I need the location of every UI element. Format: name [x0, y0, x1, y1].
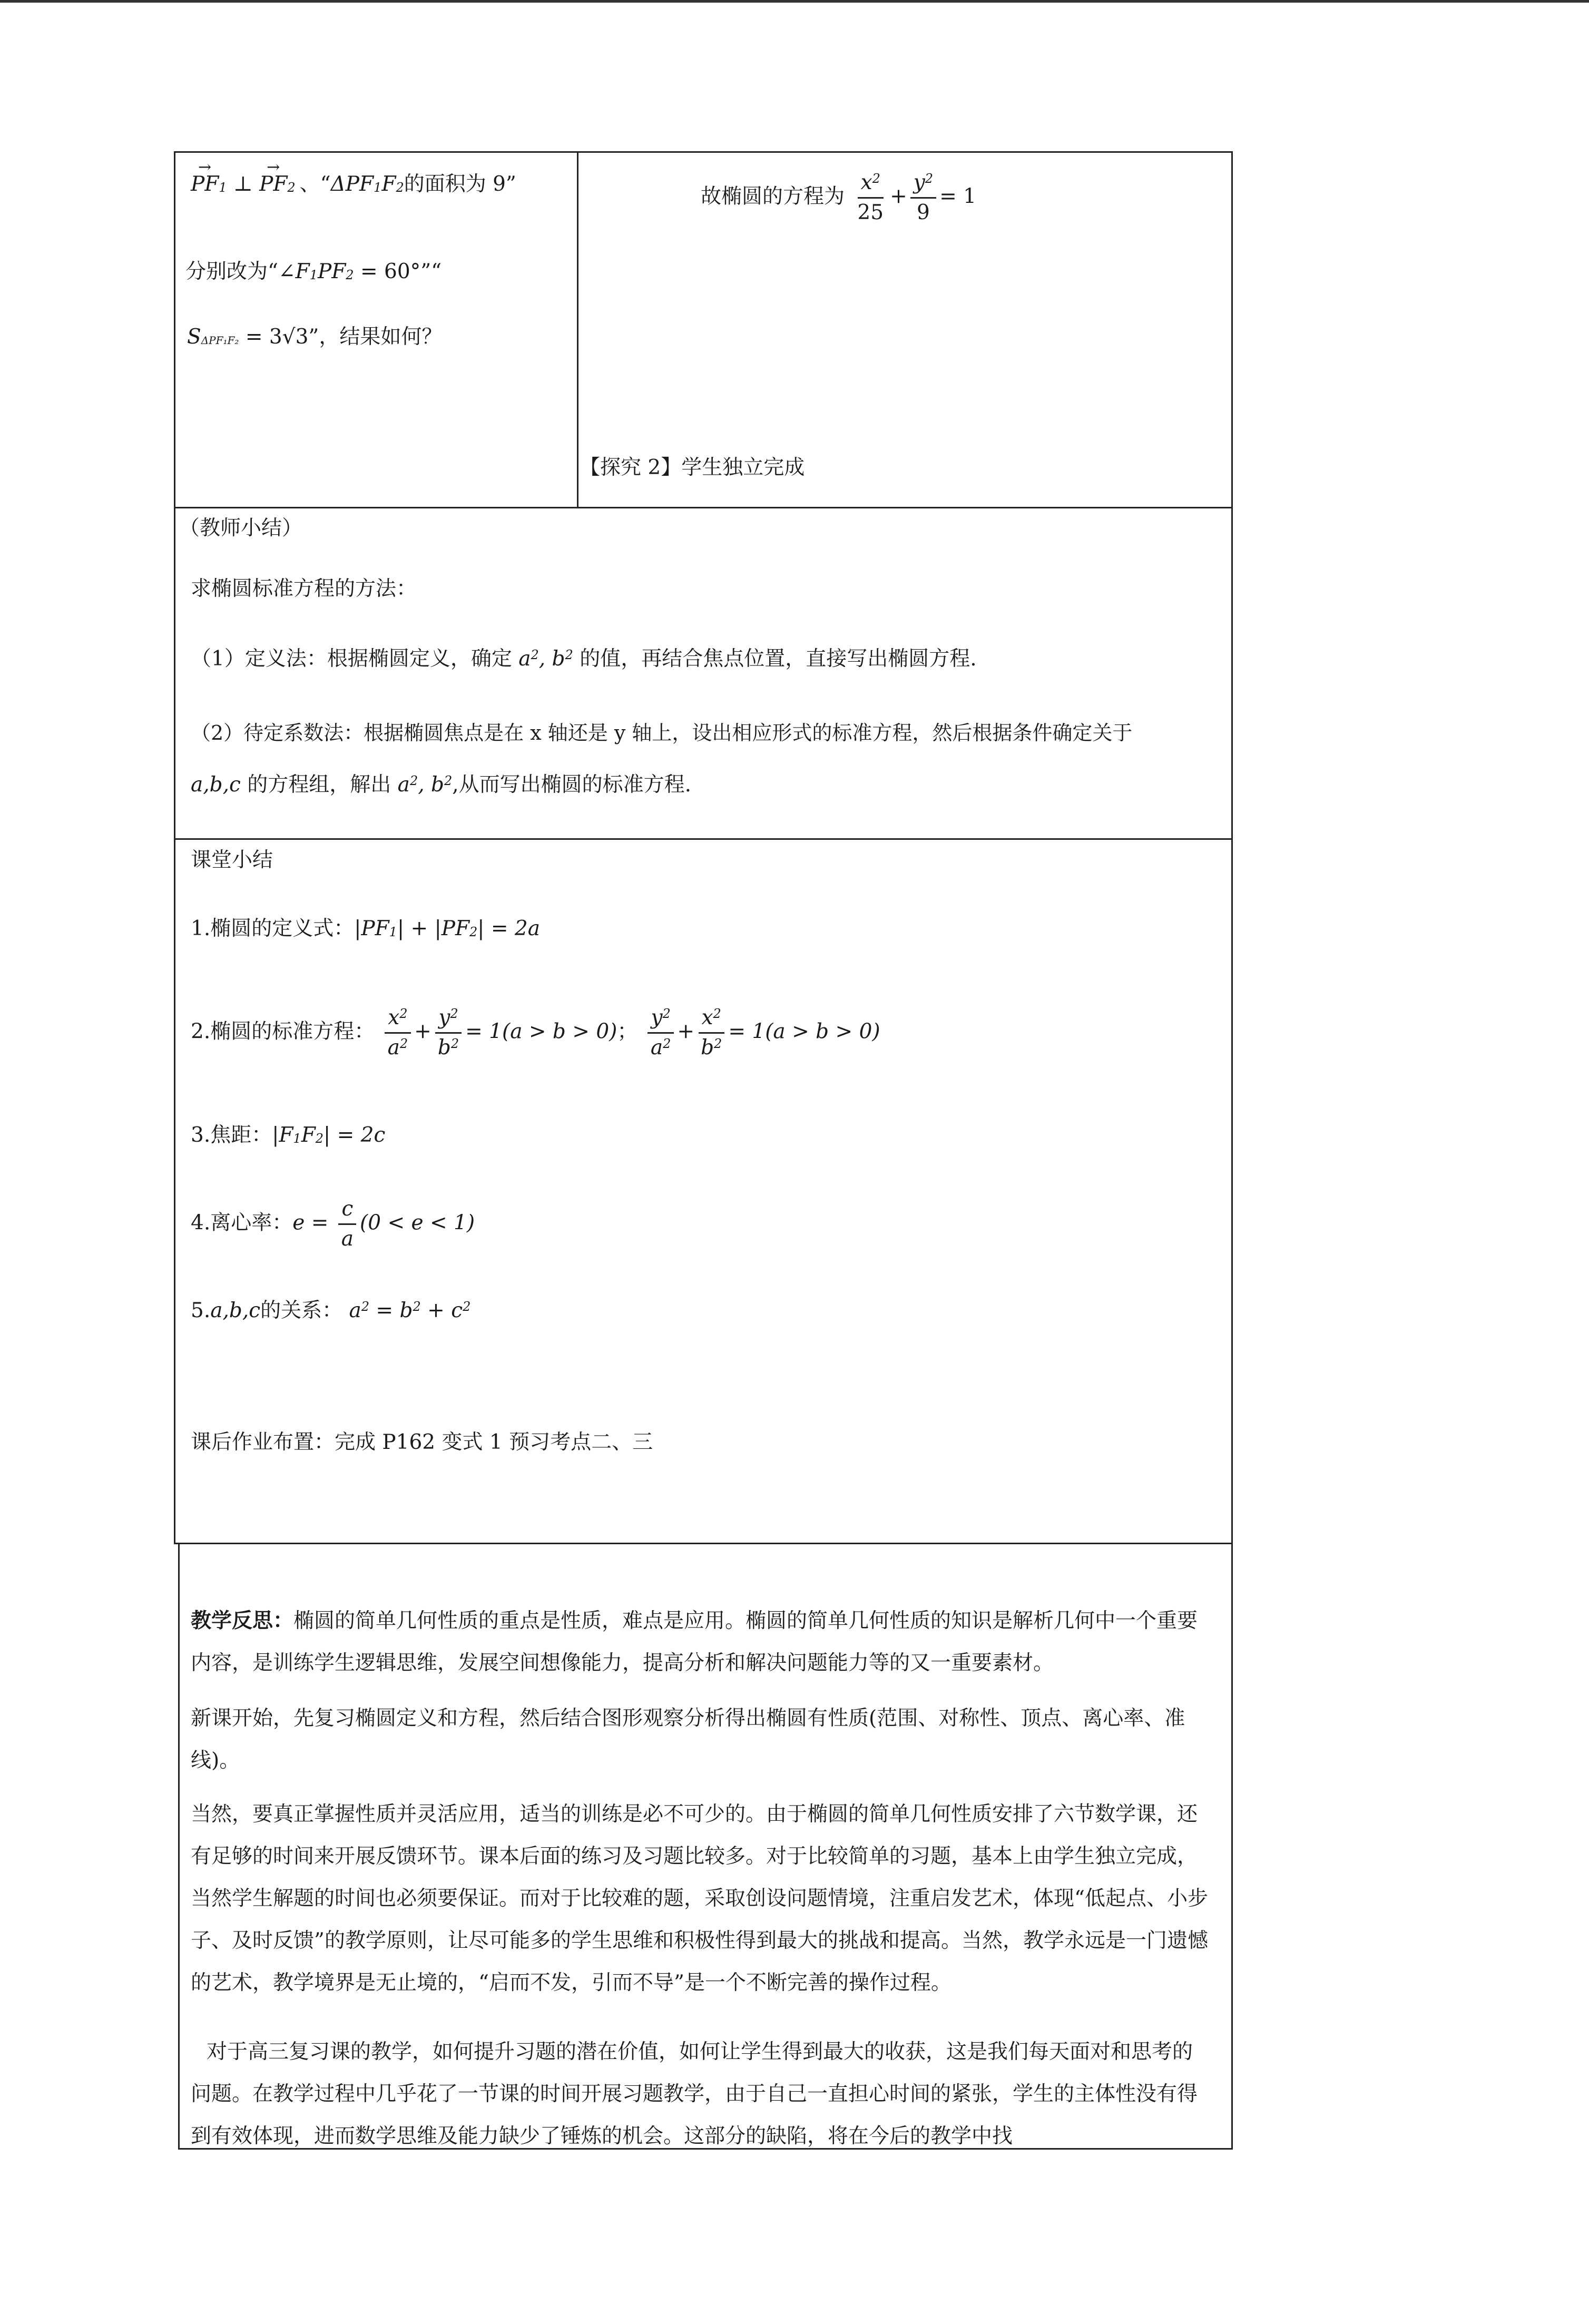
reflection-paragraph-2: 新课开始，先复习椭圆定义和方程，然后结合图形观察分析得出椭圆有性质(范围、对称性、顶点、离心率、准线)。: [191, 1707, 1185, 1772]
summary-item-abc-relation: 5.a,b,c的关系： $a^2 = b^2 + c^2$: [191, 1299, 471, 1322]
summary-item-definition: 1.椭圆的定义式：$|PF_1| + |PF_2| = 2a$: [191, 917, 540, 940]
class-summary-title: 课堂小结: [191, 848, 273, 872]
method-undetermined-coeff-cont: a,b,c 的方程组，解出 $a^2$, $b^2$,从而写出椭圆的标准方程.: [191, 773, 692, 797]
reflection-paragraph-4: 对于高三复习课的教学，如何提升习题的潜在价值，如何让学生得到最大的收获，这是我们每天面对和思考的问题。在教学过程中几乎花了一节课的时间开展习题教学，由于自己一直担心时间的紧张，学生的主体性没有得到有效体现，进而数学思维及能力缺少了锤炼的机会。这部分的缺陷，将在今后的教学中找: [191, 2040, 1198, 2148]
area-condition-line: $S_{\Delta PF_1F_2} = 3√3$”，结果如何？: [187, 325, 443, 349]
summary-item-eccentricity: 4.离心率：e = $\frac{c}{a}$ (0 < e < 1): [191, 1195, 475, 1253]
method-undetermined-coeff: （2）待定系数法：根据椭圆焦点是在 x 轴还是 y 轴上，设出相应形式的标准方程，然后根据条件确定关于: [191, 721, 1133, 744]
method-heading: 求椭圆标准方程的方法：: [191, 577, 417, 601]
teacher-summary-title: （教师小结）: [179, 516, 303, 540]
condition-line: → $PF_1$ ⊥ → $PF_2$ 、“$\Delta PF_1F_2$的面积为 9”: [191, 170, 516, 199]
angle-condition-line: 分别改为“$\angle F_1PF_2$ = 60°”“: [185, 260, 442, 283]
ellipse-equation: 故椭圆的方程为 $\frac{x^2}{25}$ + $\frac{y^2}{9}$ = 1: [701, 169, 976, 227]
reflection-paragraph-1: 教学反思：椭圆的简单几何性质的重点是性质，难点是应用。椭圆的简单几何性质的知识是解析几何中一个重要内容，是训练学生逻辑思维，发展空间想像能力，提高分析和解决问题能力等的又一重要素材。: [191, 1609, 1198, 1675]
explore-2-label: 【探究 2】学生独立完成: [580, 456, 805, 479]
homework-assignment: 课后作业布置：完成 P162 变式 1 预习考点二、三: [191, 1430, 653, 1454]
reflection-paragraph-3: 当然，要真正掌握性质并灵活应用，适当的训练是必不可少的。由于椭圆的简单几何性质安排了六节数学课，还有足够的时间来开展反馈环节。课本后面的练习及习题比较多。对于比较简单的习题，基本上由学生独立完成，当然学生解题的时间也必须要保证。而对于比较难的题，采取创设问题情境，注重启发艺术，体现“低起点、小步子、及时反馈”的教学原则，让尽可能多的学生思维和积极性得到最大的挑战和提高。当然，教学永远是一门遗憾的艺术，教学境界是无止境的，“启而不发，引而不导”是一个不断完善的操作过程。: [191, 1802, 1208, 1995]
method-definition: （1）定义法：根据椭圆定义，确定 $a^2$, $b^2$ 的值，再结合焦点位置，直接写出椭圆方程.: [191, 647, 977, 671]
summary-item-standard-equation: 2.椭圆的标准方程： $\frac{x^2}{a^2}$ + $\frac{y^2}{b^2}$ = 1(a > b > 0)； $\frac{y^2}{a^2}$ + $\frac{x^2}{b^2}$ = 1(a > b > 0): [191, 1004, 880, 1062]
page-top-rule: [0, 0, 1589, 3]
summary-item-focal-distance: 3.焦距：$|F_1F_2| = 2c$: [191, 1123, 386, 1147]
